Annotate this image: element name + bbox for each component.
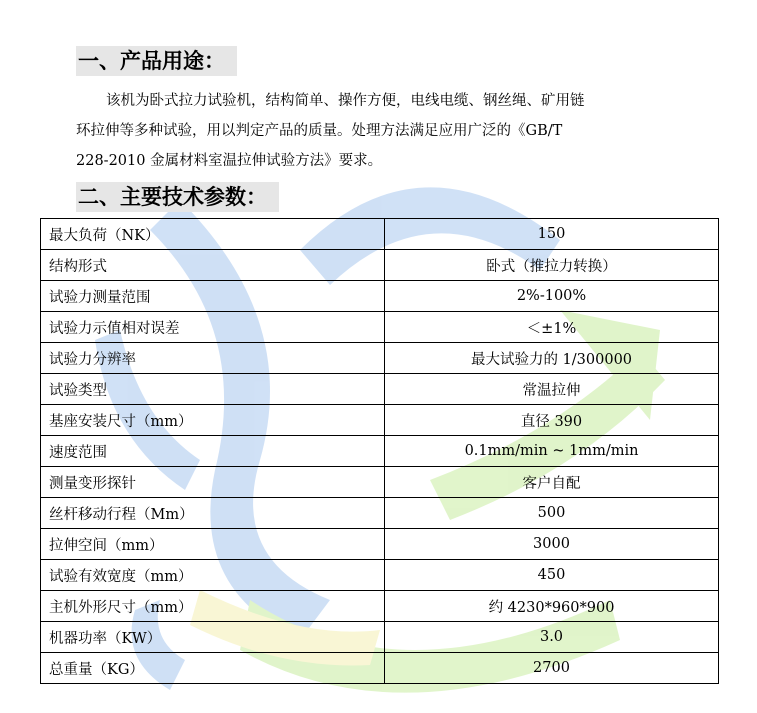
table-row (41, 622, 719, 653)
purpose-paragraph (76, 86, 696, 176)
table-row (41, 436, 719, 467)
spec-value: 3000 (385, 529, 719, 560)
spec-label: 结构形式 (41, 250, 385, 281)
spec-value: 2%-100% (385, 281, 719, 312)
paragraph-line: 环拉伸等多种试验，用以判定产品的质量。处理方法满足应用广泛的《GB/T (76, 123, 563, 139)
section-heading-specs: 二、主要技术参数： (76, 182, 279, 212)
spec-value: 客户自配 (385, 467, 719, 498)
spec-label: 测量变形探针 (41, 467, 385, 498)
table-row (41, 405, 719, 436)
spec-value: 常温拉伸 (385, 374, 719, 405)
spec-label: 拉伸空间（mm） (41, 529, 385, 560)
table-row (41, 219, 719, 250)
spec-value: 150 (385, 219, 719, 250)
spec-label: 主机外形尺寸（mm） (41, 591, 385, 622)
spec-value: 卧式（推拉力转换） (385, 250, 719, 281)
spec-label: 试验力分辨率 (41, 343, 385, 374)
table-row (41, 467, 719, 498)
spec-label: 机器功率（KW） (41, 622, 385, 653)
table-row (41, 653, 719, 684)
spec-label: 最大负荷（NK） (41, 219, 385, 250)
table-row (41, 343, 719, 374)
spec-table (40, 218, 719, 684)
spec-value: 约 4230*960*900 (385, 591, 719, 622)
table-row (41, 281, 719, 312)
spec-label: 速度范围 (41, 436, 385, 467)
spec-value: ＜±1% (385, 312, 719, 343)
spec-value: 直径 390 (385, 405, 719, 436)
table-row (41, 250, 719, 281)
spec-label: 试验力测量范围 (41, 281, 385, 312)
spec-label: 试验有效宽度（mm） (41, 560, 385, 591)
spec-value: 2700 (385, 653, 719, 684)
spec-value: 450 (385, 560, 719, 591)
spec-value: 0.1mm/min ~ 1mm/min (385, 436, 719, 467)
table-row (41, 591, 719, 622)
table-row (41, 312, 719, 343)
table-row (41, 529, 719, 560)
spec-value: 最大试验力的 1/300000 (385, 343, 719, 374)
paragraph-line: 该机为卧式拉力试验机，结构简单、操作方便，电线电缆、钢丝绳、矿用链 (106, 93, 585, 109)
spec-label: 试验力示值相对误差 (41, 312, 385, 343)
table-row (41, 498, 719, 529)
table-row (41, 374, 719, 405)
spec-label: 试验类型 (41, 374, 385, 405)
spec-label: 总重量（KG） (41, 653, 385, 684)
section-heading-purpose: 一、产品用途： (76, 46, 237, 76)
spec-label: 丝杆移动行程（Mm） (41, 498, 385, 529)
spec-value: 3.0 (385, 622, 719, 653)
table-row (41, 560, 719, 591)
paragraph-line: 228-2010 金属材料室温拉伸试验方法》要求。 (76, 153, 383, 169)
spec-value: 500 (385, 498, 719, 529)
spec-label: 基座安装尺寸（mm） (41, 405, 385, 436)
